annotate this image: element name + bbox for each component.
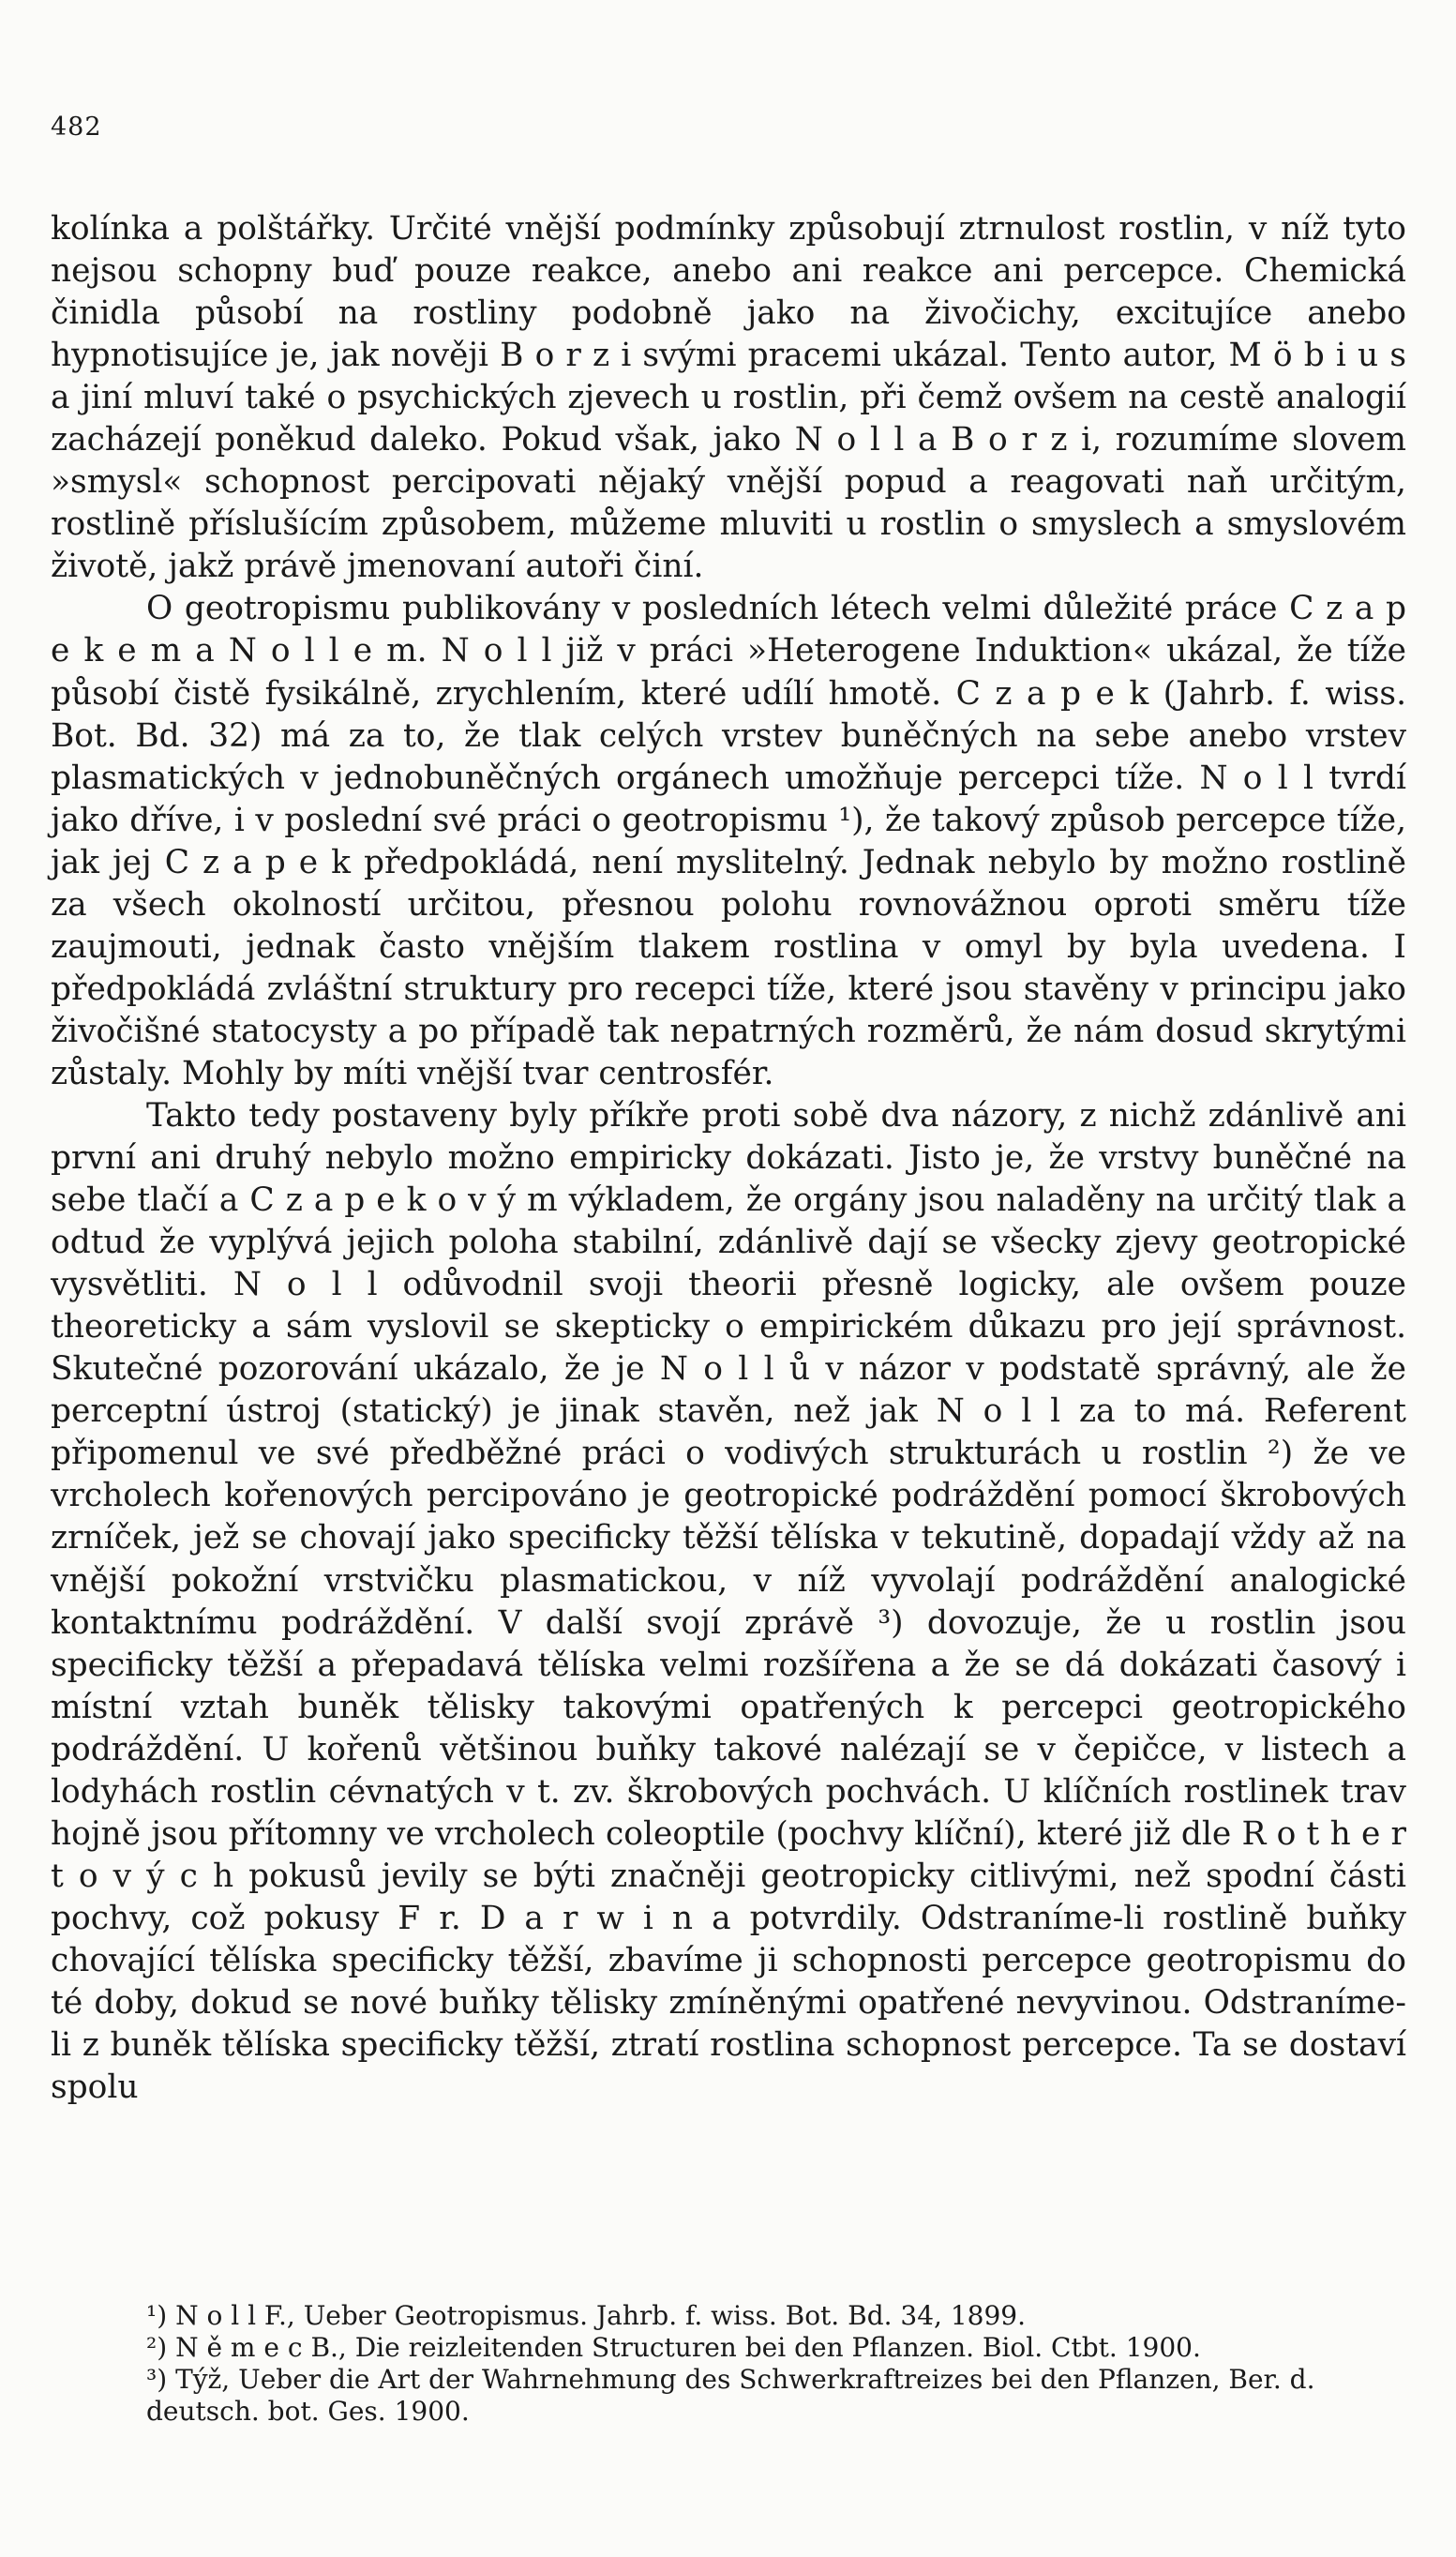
footnote	[51, 2332, 1406, 2364]
paragraph: Takto tedy postaveny byly příkře proti sobě dva názory, z nichž zdánlivě ani první ani druhý nebylo možno empiricky dokázati. Jisto je, že vrstvy buněčné na sebe tlačí a C z a p e k o v ý m výkladem, že orgány jsou naladěny na určitý tlak a odtud že vyplývá jejich poloha stabilní, zdánlivě dají se všecky zjevy geotropické vysvětliti. N o l l odůvodnil svoji theorii přesně logicky, ale ovšem pouze theoreticky a sám vyslovil se skepticky o empirickém důkazu pro její správnost. Skutečné pozorování ukázalo, že je N o l l ů v názor v podstatě správný, ale že perceptní ústroj (statický) je jinak stavěn, než jak N o l l za to má. Referent připomenul ve své předběžné práci o vodivých strukturách u rostlin ²) že ve vrcholech kořenových percipováno je geotropické podráždění pomocí škrobových zrníček, jež se chovají jako specificky těžší tělíska v tekutině, dopadají vždy až na vnější pokožní vrstvičku plasmatickou, v níž vyvolají podráždění analogické kontaktnímu podráždění. V další svojí zprávě ³) dovozuje, že u rostlin jsou specificky těžší a přepadavá tělíska velmi rozšířena a že se dá dokázati časový i místní vztah buněk tělisky takovými opatřených k percepci geotropického podráždění. U kořenů většinou buňky takové nalézají se v čepičce, v listech a lodyhách rostlin cévnatých v t. zv. škrobových pochvách. U klíčních rostlinek trav hojně jsou přítomny ve vrcholech coleoptile (pochvy klíční), které již dle R o t h e r t o v ý c h pokusů jevily se býti značněji geotropicky citlivými, než spodní části pochvy, což pokusy F r. D a r w i n a potvrdily. Odstraníme-li rostlině buňky chovající tělíska specificky těžší, zbavíme ji schopnosti percepce geotropismu do té doby, dokud se nové buňky tělisky zmíněnými opatřené nevyvinou. Odstraníme-li z buněk tělíska specificky těžší, ztratí rostlina schopnost percepce. Ta se dostaví spolu	[51, 1096, 1406, 2107]
footnote	[51, 2364, 1406, 2428]
paragraph: kolínka a polštářky. Určité vnější podmínky způsobují ztrnulost rostlin, v níž tyto nejsou schopny buď pouze reakce, anebo ani reakce ani percepce. Chemická činidla působí na rostliny podobně jako na živočichy, excitujíce anebo hypnotisujíce je, jak nověji B o r z i svými pracemi ukázal. Tento autor, M ö b i u s a jiní mluví také o psychických zjevech u rostlin, při čemž ovšem na cestě analogií zacházejí poněkud daleko. Pokud však, jako N o l l a B o r z i, rozumíme slovem »smysl« schopnost percipovati nějaký vnější popud a reagovati naň určitým, rostlině příslušícím způsobem, můžeme mluviti u rostlin o smyslech a smyslovém životě, jakž právě jmenovaní autoři činí.	[51, 210, 1406, 586]
footnote-mark: ²)	[146, 2332, 168, 2363]
footnotes	[51, 2300, 1406, 2428]
page-number: 482	[51, 113, 102, 142]
footnote-text: N ě m e c B., Die reizleitenden Structuren bei den Pflanzen. Biol. Ctbt. 1900.	[175, 2332, 1201, 2363]
paragraph: O geotropismu publikovány v posledních létech velmi důležité práce C z a p e k e m a N o l l e m. N o l l již v práci »Heterogene Induktion« ukázal, že tíže působí čistě fysikálně, zrychlením, které udílí hmotě. C z a p e k (Jahrb. f. wiss. Bot. Bd. 32) má za to, že tlak celých vrstev buněčných na sebe anebo vrstev plasmatických v jednobuněčných orgánech umožňuje percepci tíže. N o l l tvrdí jako dříve, i v poslední své práci o geotropismu ¹), že takový způsob percepce tíže, jak jej C z a p e k předpokládá, není myslitelný. Jednak nebylo by možno rostlině za všech okolností určitou, přesnou polohu rovnovážnou oproti směru tíže zaujmouti, jednak často vnějším tlakem rostlina v omyl by byla uvedena. I předpokládá zvláštní struktury pro recepci tíže, které jsou stavěny v principu jako živočišné statocysty a po případě tak nepatrných rozměrů, že nám dosud skrytými zůstaly. Mohly by míti vnější tvar centrosfér.	[51, 590, 1406, 1092]
body-text	[51, 208, 1406, 2109]
footnote	[51, 2300, 1406, 2332]
footnote-mark: ¹)	[146, 2300, 168, 2331]
footnote-mark: ³)	[146, 2364, 168, 2395]
footnote-text: Týž, Ueber die Art der Wahrnehmung des Schwerkraftreizes bei den Pflanzen, Ber. d. deutsch. bot. Ges. 1900.	[146, 2364, 1315, 2427]
footnote-text: N o l l F., Ueber Geotropismus. Jahrb. f. wiss. Bot. Bd. 34, 1899.	[175, 2300, 1026, 2331]
